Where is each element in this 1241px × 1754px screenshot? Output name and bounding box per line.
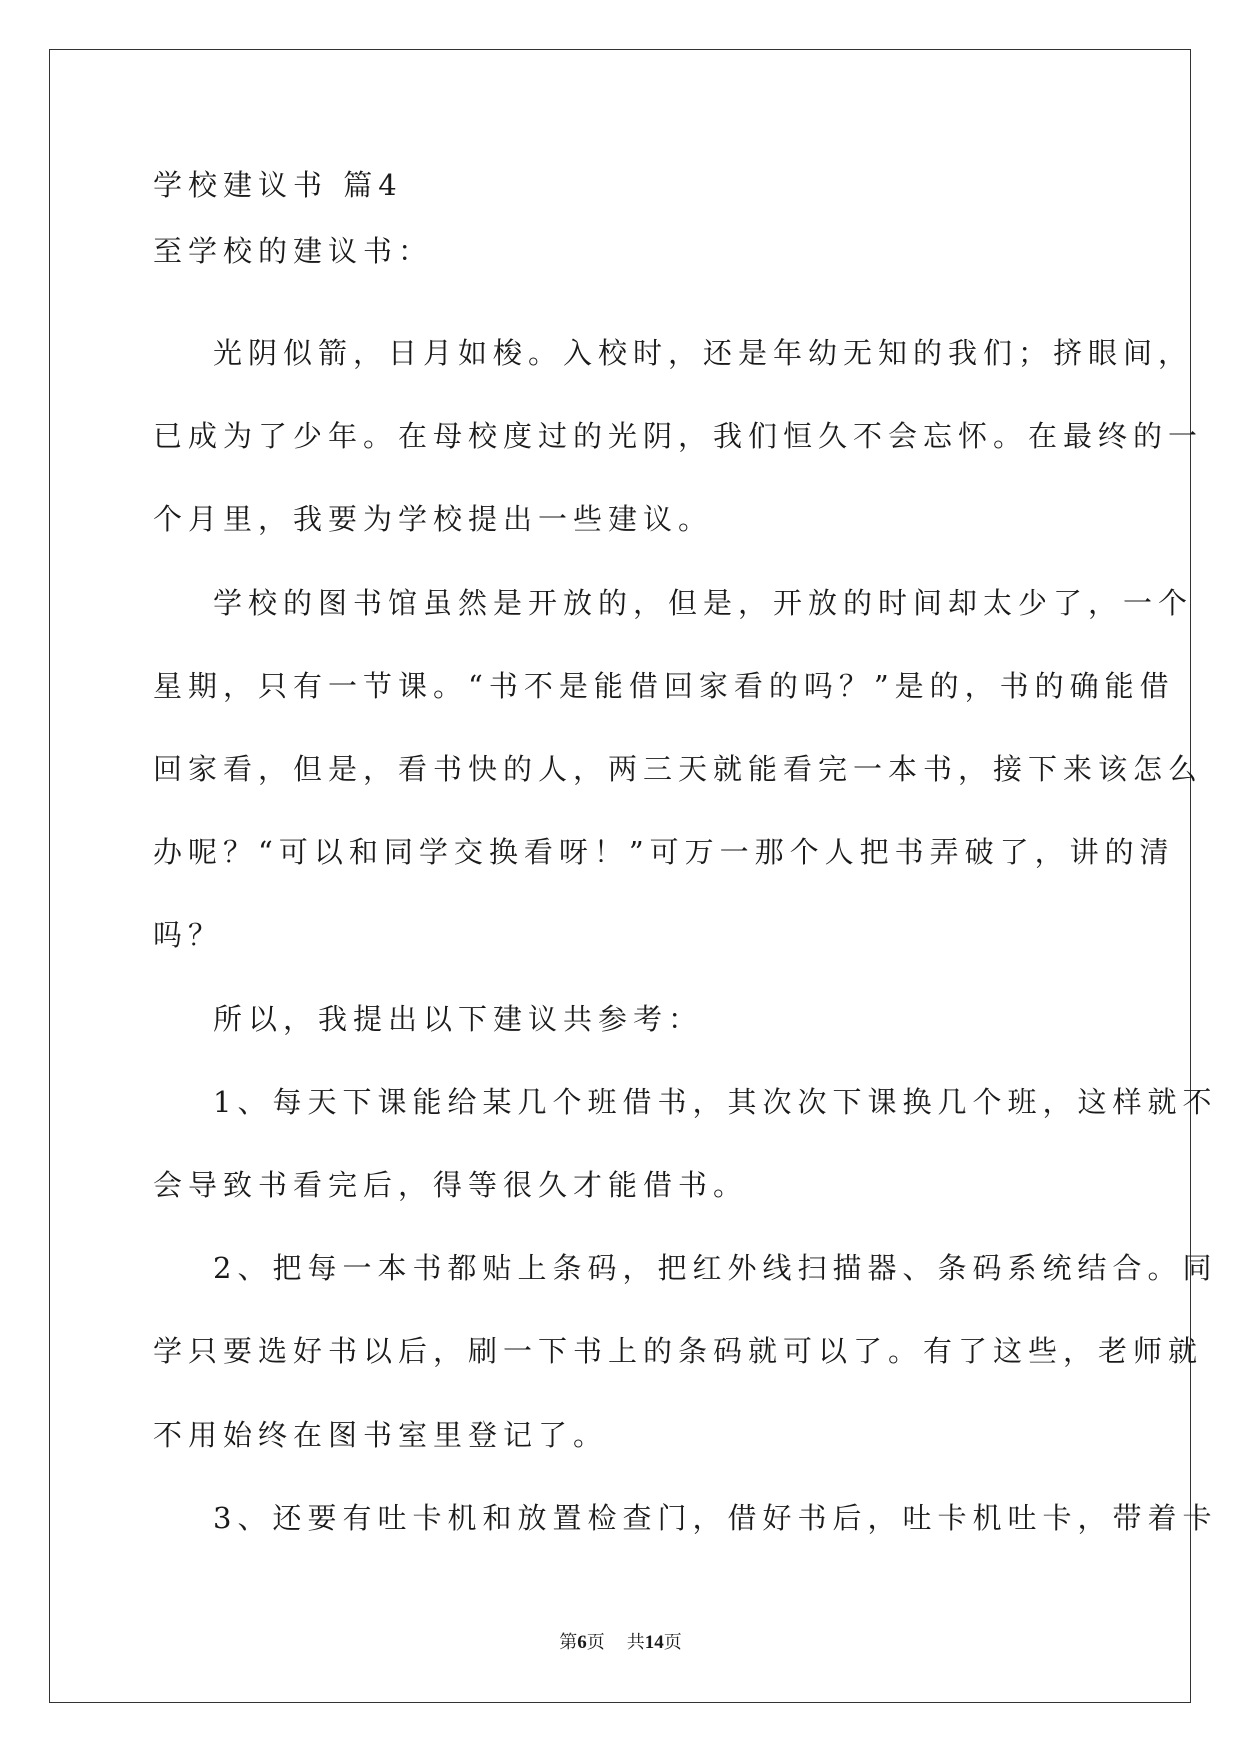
paragraph-line: 星期，只有一节课。“书不是能借回家看的吗？”是的，书的确能借 [153, 669, 1175, 703]
paragraph-line: 学校的图书馆虽然是开放的，但是，开放的时间却太少了，一个 [213, 586, 1194, 620]
current-page-number: 6 [577, 1632, 587, 1653]
salutation: 至学校的建议书： [153, 234, 434, 268]
paragraph-line: 光阴似箭，日月如梭。入校时，还是年幼无知的我们；挤眼间， [213, 336, 1194, 370]
paragraph-line: 已成为了少年。在母校度过的光阴，我们恒久不会忘怀。在最终的一 [153, 419, 1204, 453]
list-item-line: 会导致书看完后，得等很久才能借书。 [153, 1168, 749, 1202]
footer-total-prefix: 共 [626, 1632, 645, 1653]
paragraph-line: 办呢？“可以和同学交换看呀！”可万一那个人把书弄破了，讲的清 [153, 835, 1175, 869]
page-footer [0, 1628, 1241, 1654]
footer-page-suffix: 页 [586, 1632, 605, 1653]
list-item-line: 1、每天下课能给某几个班借书，其次次下课换几个班，这样就不 [213, 1085, 1218, 1119]
footer-prefix: 第 [559, 1632, 578, 1653]
footer-total-suffix: 页 [663, 1632, 682, 1653]
list-item-line: 学只要选好书以后，刷一下书上的条码就可以了。有了这些，老师就 [153, 1334, 1204, 1368]
list-item-line: 2、把每一本书都贴上条码，把红外线扫描器、条码系统结合。同 [213, 1251, 1218, 1285]
total-pages-number: 14 [644, 1632, 664, 1653]
list-item-line: 3、还要有吐卡机和放置检查门，借好书后，吐卡机吐卡，带着卡 [213, 1501, 1218, 1535]
list-item-line: 不用始终在图书室里登记了。 [153, 1418, 609, 1452]
paragraph-line: 吗？ [153, 918, 224, 952]
paragraph-line: 所以，我提出以下建议共参考： [213, 1002, 704, 1036]
paragraph-line: 回家看，但是，看书快的人，两三天就能看完一本书，接下来该怎么 [153, 752, 1204, 786]
paragraph-line: 个月里，我要为学校提出一些建议。 [153, 502, 714, 536]
document-title: 学校建议书 篇4 [153, 168, 403, 202]
